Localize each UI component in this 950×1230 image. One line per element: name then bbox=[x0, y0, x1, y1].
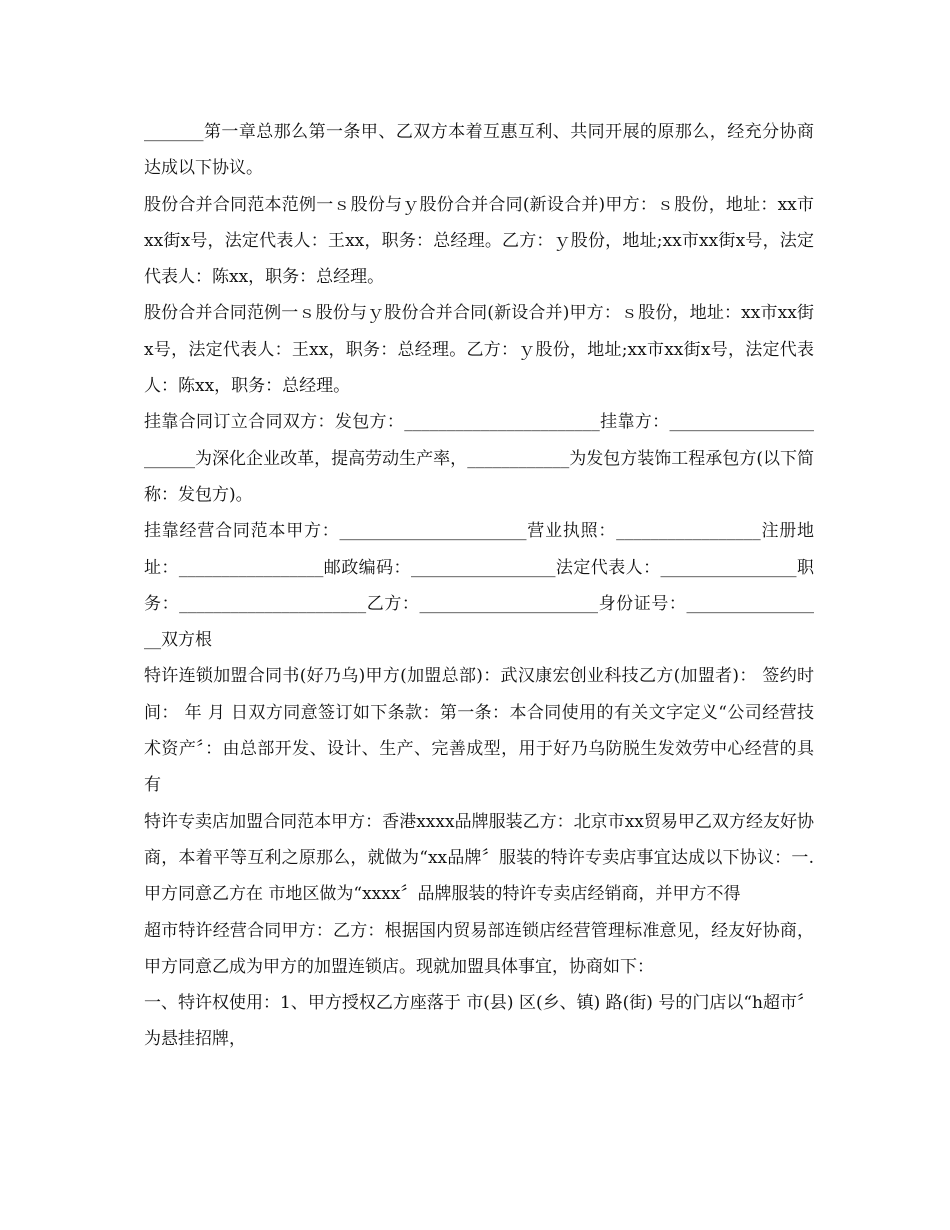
paragraph-franchise-chain-contract: 特许连锁加盟合同书(好乃乌)甲方(加盟总部)：武汉康宏创业科技乙方(加盟者)： 签约时间： 年 月 日双方同意签订如下条款：第一条：本合同使用的有关文字定义“公司经营技术资产〞：由总部开发、设计、生产、完善成型，用于好乃乌防脱生发效劳中心经营的具有 bbox=[144, 666, 814, 796]
paragraph-franchise-rights-clause: 一、特许权使用：1、甲方授权乙方座落于 市(县) 区(乡、镇) 路(街) 号的门店以“h超市〞为悬挂招牌， bbox=[144, 993, 814, 1050]
paragraph-intro: _______第一章总那么第一条甲、乙双方本着互惠互利、共同开展的原那么，经充分协商达成以下协议。 bbox=[144, 122, 814, 179]
paragraph-merger-template-2: 股份合并合同范例一ｓ股份与ｙ股份合并合同(新设合并)甲方：ｓ股份，地址：xx市xx街x号，法定代表人：王xx，职务：总经理。乙方：ｙ股份，地址;xx市xx街x号，法定代表人：陈xx，职务：总经理。 bbox=[144, 303, 814, 397]
paragraph-affiliation-business-contract: 挂靠经营合同范本甲方：______________________营业执照：_________________注册地址：_________________邮政编码：_________________法定代表人：________________职务：______________________乙方：_____________________身份证号：_________________双方根 bbox=[144, 521, 814, 651]
document-body bbox=[144, 114, 814, 1058]
paragraph-affiliation-contract: 挂靠合同订立合同双方：发包方：_______________________挂靠方：_______________________为深化企业改革，提高劳动生产率，____________为发包方装饰工程承包方(以下简称：发包方)。 bbox=[144, 412, 814, 505]
paragraph-franchise-store-contract: 特许专卖店加盟合同范本甲方：香港xxxx品牌服装乙方：北京市xx贸易甲乙双方经友好协商，本着平等互利之原那么，就做为“xx品牌〞服装的特许专卖店事宜达成以下协议：一.甲方同意乙方在 市地区做为“xxxx〞品牌服装的特许专卖店经销商，并甲方不得 bbox=[144, 811, 814, 905]
paragraph-supermarket-franchise-contract: 超市特许经营合同甲方：乙方：根据国内贸易部连锁店经营管理标准意见，经友好协商，甲方同意乙成为甲方的加盟连锁店。现就加盟具体事宜，协商如下： bbox=[144, 920, 814, 977]
paragraph-merger-template-1: 股份合并合同范本范例一ｓ股份与ｙ股份合并合同(新设合并)甲方：ｓ股份，地址：xx市xx街x号，法定代表人：王xx，职务：总经理。乙方：ｙ股份，地址;xx市xx街x号，法定代表人：陈xx，职务：总经理。 bbox=[144, 194, 814, 288]
